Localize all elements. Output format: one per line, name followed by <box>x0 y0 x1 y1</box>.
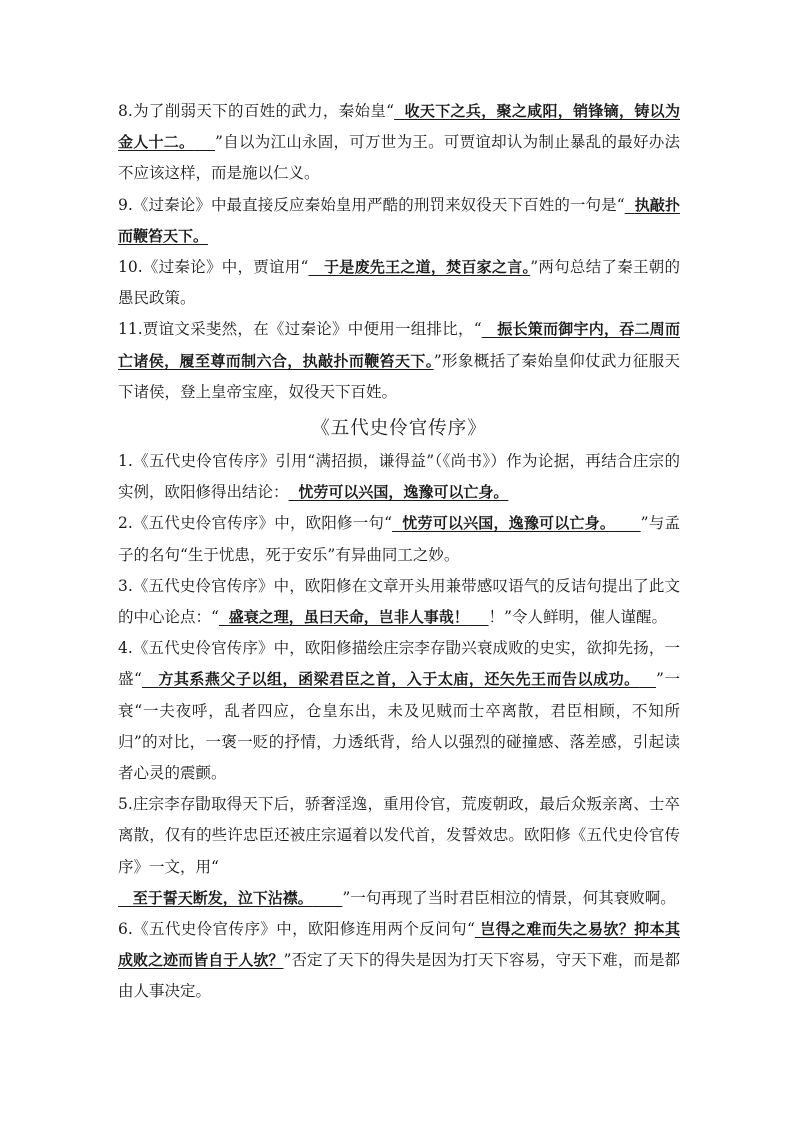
blank-lead <box>308 258 324 276</box>
question-prefix: 9.《过秦论》中最直接反应秦始皇用严酷的刑罚来奴役天下百姓的一句是“ <box>118 195 625 214</box>
question-item <box>118 96 680 190</box>
section-title: 《五代史伶官传序》 <box>311 418 487 440</box>
question-prefix: 11.贾谊文采斐然，在《过秦论》中便用一组排比，“ <box>118 320 482 339</box>
document-body <box>118 96 680 1008</box>
answer-text: 岂得之难而失之易欤？抑本其成败之迹而皆自于人欤？ <box>118 920 680 970</box>
blank-trail <box>469 608 489 626</box>
answer-text: 盛衰之理，虽曰天命，岂非人事哉！ <box>228 608 469 627</box>
question-item <box>118 446 680 508</box>
blank-lead <box>219 608 229 626</box>
blank-lead <box>392 514 402 532</box>
answer-text: 至于誓天断发，泣下沾襟。 <box>132 888 313 907</box>
answer-text: 忧劳可以兴国，逸豫可以亡身。 <box>402 514 616 533</box>
blank-lead <box>394 102 405 120</box>
blank-lead <box>482 320 498 338</box>
question-suffix: ”与孟子的名句“生于忧患，死于安乐”有异曲同工之妙。 <box>118 514 680 564</box>
question-prefix: 5.庄宗李存勖取得天下后，骄奢淫逸，重用伶官，荒废朝政，最后众叛亲离、士卒离散，仅有的些许忠臣还被庄宗逼着以发代首，发誓效忠。欧阳修《五代史伶官传序》一文，用“ <box>118 795 680 876</box>
question-prefix: 2.《五代史伶官传序》中，欧阳修一句“ <box>118 514 393 533</box>
question-item <box>118 571 680 633</box>
answer-text: 振长策而御宇内，吞二周而亡诸侯，履至尊而制六合，执敲扑而鞭笞天下。 <box>118 320 680 370</box>
blank-trail <box>615 514 641 532</box>
question-suffix: ”两句总结了秦王朝的愚民政策。 <box>118 258 681 308</box>
blank-lead <box>289 483 299 501</box>
answer-text: 方其系燕父子以组，函梁君臣之首，入于太庙，还矢先王而告以成功。 <box>158 670 640 689</box>
question-suffix: ！”令人鲜明，催人谨醒。 <box>488 608 667 627</box>
question-prefix: 10.《过秦论》中，贾谊用“ <box>118 258 309 277</box>
answer-text: 收天下之兵，聚之咸阳，销锋镝，铸以为金人十二。 <box>118 102 680 152</box>
answer-text: 执敲扑而鞭笞天下。 <box>118 195 680 245</box>
question-item <box>118 314 680 408</box>
question-item <box>118 789 680 914</box>
blank-lead <box>625 196 635 214</box>
question-suffix: ”一句再现了当时君臣相泣的情景，何其衰败啊。 <box>342 888 676 907</box>
blank-lead <box>118 889 133 907</box>
question-item <box>118 914 680 1008</box>
answer-text: 忧劳可以兴国，逸豫可以亡身。 <box>298 483 509 502</box>
blank-trail <box>194 133 215 151</box>
question-item <box>118 190 680 252</box>
question-prefix: 6.《五代史伶官传序》中，欧阳修连用两个反问句“ <box>118 920 475 939</box>
blank-trail <box>640 670 656 688</box>
question-item <box>118 633 680 789</box>
blank-lead <box>142 670 158 688</box>
question-suffix: ”一衰“一夫夜呼，乱者四应，仓皇东出，未及见贼而士卒离散，君臣相顾，不知所归”的对比，一褒一贬的抒情，力透纸背，给人以强烈的碰撞感、落差感，引起读者心灵的震颤。 <box>118 670 680 783</box>
answer-text: 于是废先王之道，焚百家之言。 <box>324 258 531 277</box>
question-prefix: 8.为了削弱天下的百姓的武力，秦始皇“ <box>118 102 395 120</box>
question-prefix: 1.《五代史伶官传序》引用“满招损，谦得益”（《尚书》）作为论据，再结合庄宗的实例，欧阳修得出结论： <box>118 452 680 502</box>
blank-trail <box>313 889 343 907</box>
question-suffix: ”自以为江山永固，可万世为王。可贾谊却认为制止暴乱的最好办法不应该这样，而是施以仁义。 <box>118 133 680 183</box>
question-suffix: ”形象概括了秦始皇仰仗武力征服天下诸侯，登上皇帝宝座，奴役天下百姓。 <box>118 351 680 401</box>
question-prefix: 3.《五代史伶官传序》中，欧阳修在文章开头用兼带感叹语气的反诘句提出了此文的中心论点：“ <box>118 576 680 627</box>
question-item <box>118 508 680 570</box>
question-item <box>118 252 680 314</box>
question-prefix: 4.《五代史伶官传序》中，欧阳修描绘庄宗李存勖兴衰成败的史实，欲抑先扬，一盛“ <box>118 639 680 689</box>
question-suffix: ”否定了天下的得失是因为打天下容易，守天下难，而是都由人事决定。 <box>118 951 680 1001</box>
